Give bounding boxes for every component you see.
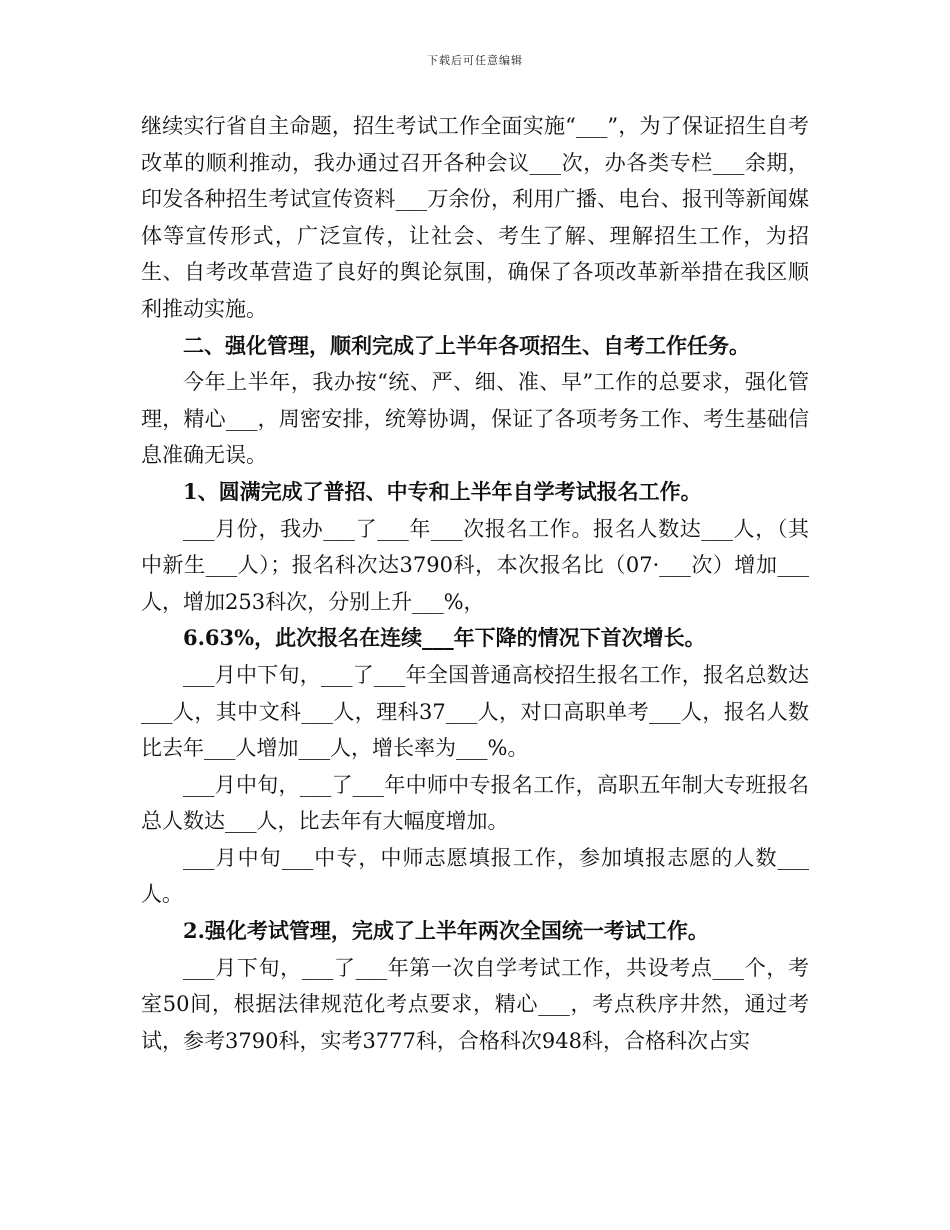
paragraph-growth-rate: 6.63%，此次报名在连续___年下降的情况下首次增长。 [183,625,706,651]
paragraph-self-exam-stats: ___月下旬，___了___年第一次自学考试工作，共设考点___个，考室50间，根据法律规范化考点要求，精心___，考点秩序井然，通过考试，参考3790科，实考3777科，合格科次948科，合格科次占实 [141,955,809,1053]
paragraph-vocational-registration: ___月中旬，___了___年中师中专报名工作，高职五年制大专班报名总人数达___人，比去年有大幅度增加。 [141,772,809,834]
page-header: 下载后可任意编辑 [427,54,523,67]
paragraph-publicity: 继续实行省自主命题，招生考试工作全面实施“___”，为了保证招生自考改革的顺利推动，我办通过召开各种会议___次，办各类专栏___余期，印发各种招生考试宣传资料___万余份，利用广播、电台、报刊等新闻媒体等宣传形式，广泛宣传，让社会、考生了解、理解招生工作，为招生、自考改革营造了良好的舆论氛围，确保了各项改革新举措在我区顺利推动实施。 [141,114,809,321]
document-body [141,108,809,1059]
section-heading-management: 二、强化管理，顺利完成了上半年各项招生、自考工作任务。 [183,332,750,358]
subheading-exam-management: 2.强化考试管理，完成了上半年两次全国统一考试工作。 [183,918,709,944]
subheading-registration: 1、圆满完成了普招、中专和上半年自学考试报名工作。 [183,478,702,504]
paragraph-registration-stats: ___月份，我办___了___年___次报名工作。报名人数达___人，（其中新生___人）；报名科次达3790科，本次报名比（07·___次）增加___人，增加253科次，分别上升___%， [141,516,809,614]
paragraph-college-registration: ___月中下旬，___了___年全国普通高校招生报名工作，报名总数达___人，其中文科___人，理科37___人，对口高职单考___人，报名人数比去年___人增加___人，增长率为___%。 [141,662,809,761]
paragraph-preference-filling: ___月中旬___中专，中师志愿填报工作，参加填报志愿的人数___人。 [141,845,809,907]
paragraph-first-half-summary: 今年上半年，我办按“统、严、细、准、早”工作的总要求，强化管理，精心___，周密安排，统筹协调，保证了各项考务工作、考生基础信息准确无误。 [141,370,809,468]
